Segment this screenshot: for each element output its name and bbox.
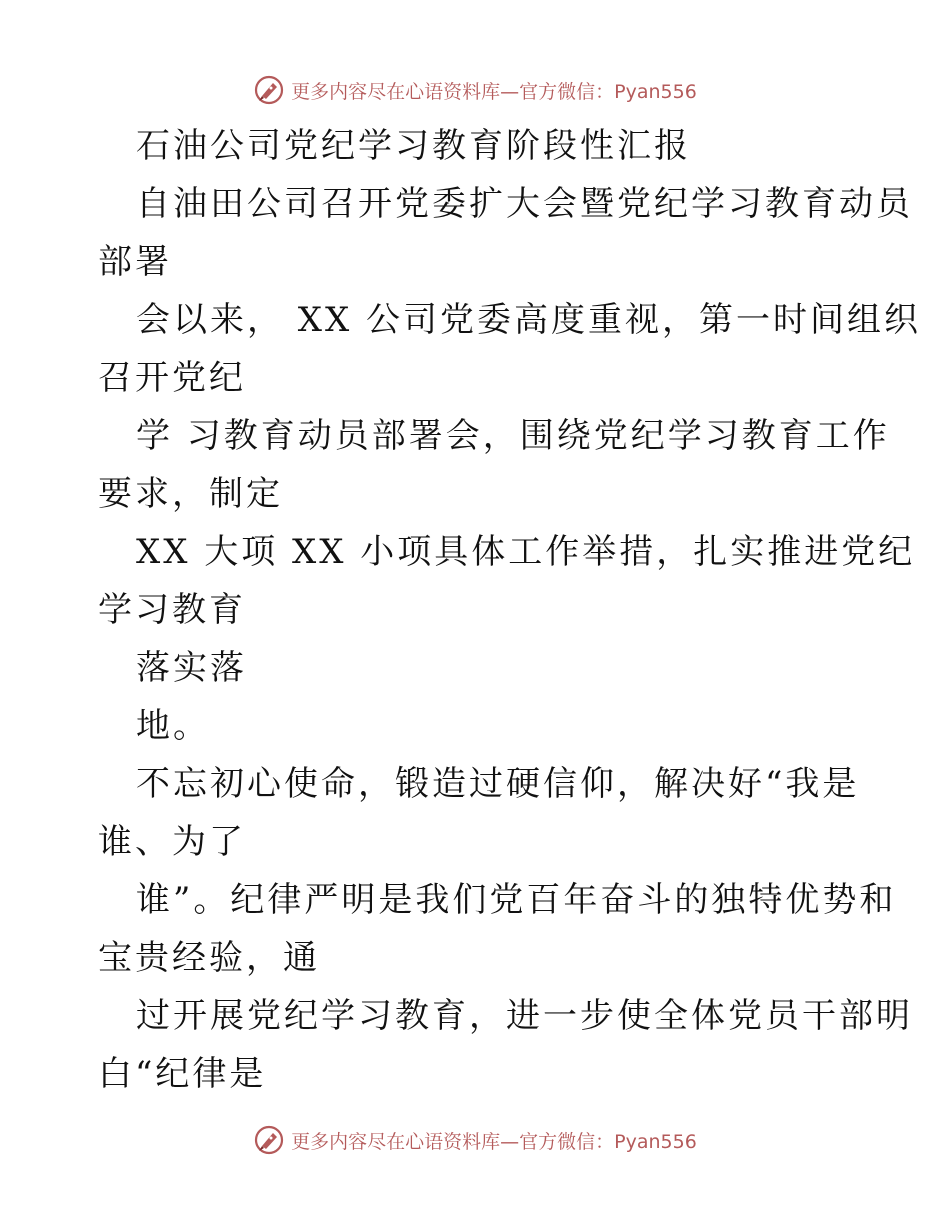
pen-nib-logo-icon [253,74,285,106]
paragraph-line: 学 习教育动员部署会，围绕党纪学习教育工作 [136,416,890,456]
footer-banner [0,1122,950,1158]
paragraph-line: 自油田公司召开党委扩大会暨党纪学习教育动员 [136,184,913,224]
paragraph-line: 要求，制定 [98,474,283,514]
paragraph-line: 召开党纪 [98,358,246,398]
footer-banner-content [253,1124,697,1156]
paragraph-line: 地。 [136,706,210,746]
document-title: 石油公司党纪学习教育阶段性汇报 [136,126,691,166]
paragraph-line: 宝贵经验，通 [98,938,320,978]
header-banner [0,72,950,108]
paragraph-line: 落实落 [136,648,247,688]
paragraph-line: 不忘初心使命，锻造过硬信仰，解决好“我是 [136,764,860,804]
footer-banner-text: 更多内容尽在心语资料库—官方微信：Pyan556 [291,1130,697,1153]
pen-nib-logo-icon [253,1124,285,1156]
paragraph-line: 过开展党纪学习教育，进一步使全体党员干部明 [136,996,913,1036]
paragraph-line: 部署 [98,242,172,282]
header-banner-text: 更多内容尽在心语资料库—官方微信：Pyan556 [291,80,697,103]
paragraph-line: 会以来， XX 公司党委高度重视，第一时间组织 [136,300,922,340]
header-banner-content [253,74,697,106]
paragraph-line: 谁、为了 [98,822,246,862]
paragraph-line: 学习教育 [98,590,246,630]
paragraph-line: 白“纪律是 [98,1054,267,1094]
paragraph-line: XX 大项 XX 小项具体工作举措，扎实推进党纪 [136,532,916,572]
paragraph-line: 谁”。纪律严明是我们党百年奋斗的独特优势和 [136,880,897,920]
